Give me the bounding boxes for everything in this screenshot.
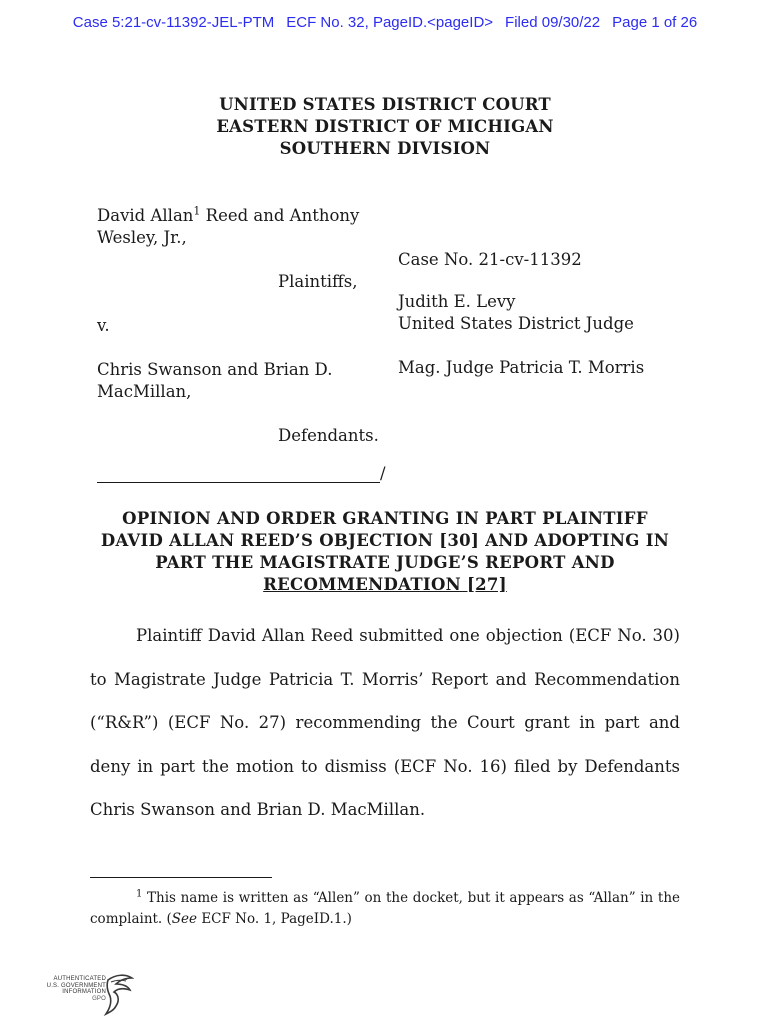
footnote-reference[interactable]: 1 bbox=[193, 204, 201, 218]
order-title-line: PART THE MAGISTRATE JUDGE’S REPORT AND bbox=[155, 553, 615, 572]
order-title-line: DAVID ALLAN REED’S OBJECTION [30] AND ADOPTING IN bbox=[100, 531, 670, 550]
caption-parties bbox=[97, 204, 387, 445]
gpo-caption-line: U.S. GOVERNMENT bbox=[46, 982, 106, 989]
plaintiff-names-cont: Wesley, Jr., bbox=[97, 228, 187, 247]
ecf-number-stamp: ECF No. 32, PageID.<pageID> bbox=[286, 14, 494, 31]
gpo-mark: GPO bbox=[92, 995, 106, 1002]
gpo-caption-line: INFORMATION bbox=[62, 989, 106, 995]
caption-rule-slash: / bbox=[380, 464, 386, 483]
plaintiffs-label: Plaintiffs, bbox=[278, 272, 358, 291]
footnote-text: This name is written as “Allen” on the docket, but it appears as “Allan” in the complaint. ( bbox=[90, 890, 680, 927]
court-name: UNITED STATES DISTRICT COURT bbox=[219, 95, 551, 114]
plaintiff-name-part: Reed and Anthony bbox=[200, 206, 360, 225]
body-paragraph: Plaintiff David Allan Reed submitted one objection (ECF No. 30) to Magistrate Judge Patricia T. Morris’ Report and Recommendation (“R&R”) (ECF No. 27) recommending the Court grant in part and deny in part the motion to dismiss (ECF No. 16) filed by Defendants Chris Swanson and Brian D. MacMillan. bbox=[90, 626, 680, 819]
footnote-divider bbox=[90, 877, 272, 878]
plaintiff-name-part: David Allan bbox=[97, 206, 194, 225]
order-title bbox=[80, 508, 690, 596]
order-title-line: OPINION AND ORDER GRANTING IN PART PLAINTIFF bbox=[122, 509, 648, 528]
gpo-eagle-icon bbox=[102, 972, 134, 1016]
plaintiff-names bbox=[97, 205, 387, 227]
magistrate-judge: Mag. Judge Patricia T. Morris bbox=[398, 358, 645, 377]
gpo-caption bbox=[44, 976, 106, 1002]
ecf-header-stamp bbox=[0, 14, 770, 31]
defendants-label: Defendants. bbox=[278, 426, 379, 445]
gpo-authentication-seal bbox=[44, 972, 134, 1018]
gpo-caption-line: AUTHENTICATED bbox=[53, 976, 106, 982]
defendant-names: Chris Swanson and Brian D. bbox=[97, 360, 333, 379]
case-number-stamp: Case 5:21-cv-11392-JEL-PTM bbox=[72, 14, 275, 31]
footnote-marker: 1 bbox=[136, 888, 143, 900]
judge-title: United States District Judge bbox=[398, 314, 634, 333]
court-heading bbox=[0, 94, 770, 160]
footnote bbox=[90, 888, 680, 930]
caption-underline bbox=[97, 466, 380, 483]
court-division: SOUTHERN DIVISION bbox=[279, 139, 491, 158]
defendant-names-cont: MacMillan, bbox=[97, 382, 192, 401]
footnote-text-end: ECF No. 1, PageID.1.) bbox=[197, 911, 352, 927]
caption-rule bbox=[97, 464, 386, 483]
case-number: Case No. 21-cv-11392 bbox=[398, 250, 582, 269]
filed-date-stamp: Filed 09/30/22 bbox=[505, 14, 601, 31]
caption-case-info bbox=[398, 249, 698, 379]
order-title-line: RECOMMENDATION [27] bbox=[263, 575, 507, 594]
judge-name: Judith E. Levy bbox=[398, 292, 516, 311]
footnote-signal: See bbox=[171, 911, 198, 927]
versus-label: v. bbox=[97, 316, 110, 335]
page-count-stamp: Page 1 of 26 bbox=[612, 14, 698, 31]
court-district: EASTERN DISTRICT OF MICHIGAN bbox=[216, 117, 554, 136]
